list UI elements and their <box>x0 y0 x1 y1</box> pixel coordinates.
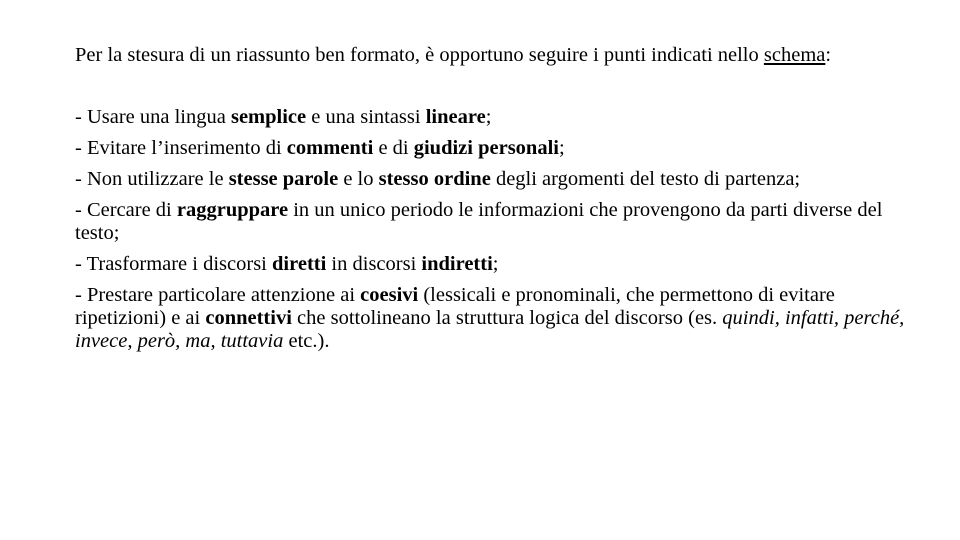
italic-examples: quindi, infatti, perché, invece, però, ma, tuttavia <box>75 307 905 352</box>
slide-content <box>75 44 905 361</box>
bold-term: commenti <box>286 137 374 159</box>
bold-term: raggruppare <box>176 199 289 221</box>
bullet-text: ; <box>485 106 492 128</box>
bold-term: indiretti <box>421 253 493 275</box>
bullet-list <box>75 106 905 353</box>
bold-term: coesivi <box>360 284 419 306</box>
bullet-text: etc.). <box>283 330 330 352</box>
bullet-text: ; <box>558 137 565 159</box>
bullet-text: degli argomenti del testo di partenza; <box>490 168 801 190</box>
intro-underlined-word: schema <box>763 44 826 66</box>
intro-paragraph <box>75 44 905 67</box>
bullet-text: - Non utilizzare le <box>75 168 229 190</box>
bold-term: semplice <box>230 106 307 128</box>
bold-term: stesso ordine <box>378 168 491 190</box>
bullet-text: in un unico periodo le informazioni che provengono da parti diverse del testo; <box>75 199 883 244</box>
bullet-text: e una sintassi <box>306 106 426 128</box>
bullet-text: che sottolineano la struttura logica del discorso (es. <box>291 307 723 329</box>
bullet-text: ; <box>492 253 499 275</box>
bold-term: diretti <box>272 253 327 275</box>
bullet-item <box>75 199 905 245</box>
bullet-text: - Prestare particolare attenzione ai <box>75 284 361 306</box>
bold-term: lineare <box>425 106 486 128</box>
bold-term: stesse parole <box>228 168 339 190</box>
bullet-text: in discorsi <box>326 253 422 275</box>
bullet-item <box>75 284 905 353</box>
bullet-item <box>75 106 905 129</box>
bold-term: connettivi <box>205 307 292 329</box>
bullet-item <box>75 168 905 191</box>
bullet-text: - Usare una lingua <box>75 106 231 128</box>
bullet-text: e di <box>373 137 414 159</box>
bullet-text: e lo <box>338 168 379 190</box>
bold-term: giudizi personali <box>413 137 559 159</box>
bullet-text: - Cercare di <box>75 199 177 221</box>
intro-colon: : <box>825 44 832 66</box>
bullet-item <box>75 253 905 276</box>
bullet-text: - Evitare l’inserimento di <box>75 137 287 159</box>
intro-text: Per la stesura di un riassunto ben formato, è opportuno seguire i punti indicati nello <box>75 44 764 66</box>
bullet-text: (lessicali e pronominali, che permettono di evitare ripetizioni) e ai <box>75 284 835 329</box>
bullet-item <box>75 137 905 160</box>
bullet-text: - Trasformare i discorsi <box>75 253 273 275</box>
